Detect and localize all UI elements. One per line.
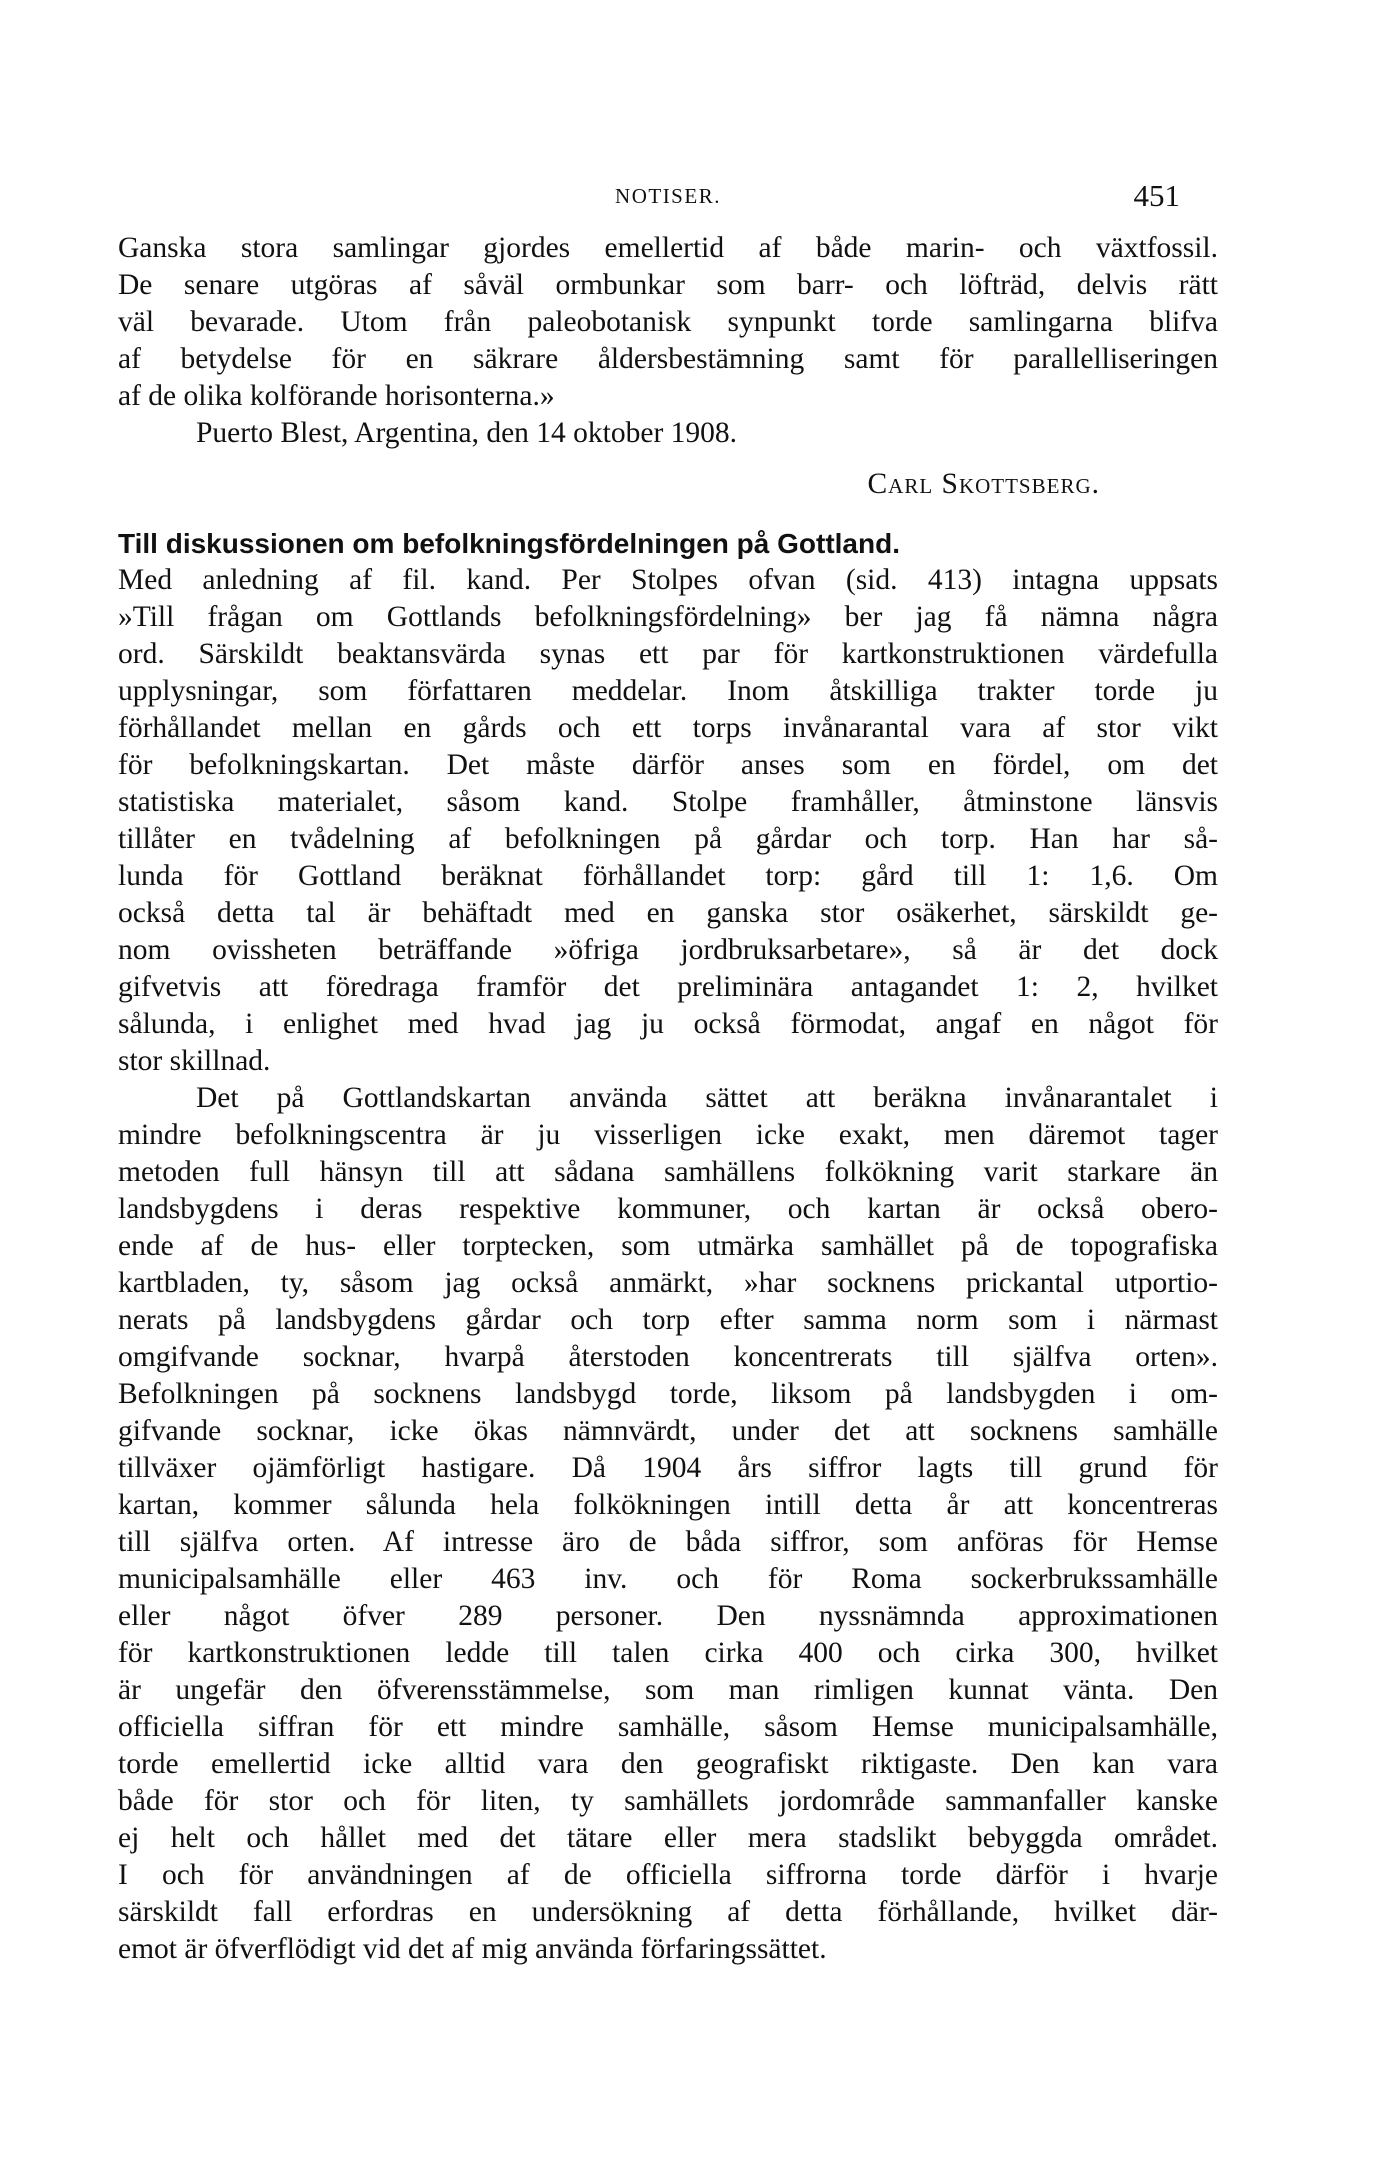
text-line: officiella siffran för ett mindre samhälle, såsom Hemse municipalsamhälle,: [118, 1711, 1218, 1743]
paragraph-1: [118, 562, 1218, 1080]
intro-paragraph: [118, 230, 1218, 415]
text-line: nom ovissheten beträffande »öfriga jordbruksarbetare», så är det dock: [118, 934, 1218, 966]
text-line: nerats på landsbygdens gårdar och torp efter samma norm som i närmast: [118, 1304, 1218, 1336]
text-line: omgifvande socknar, hvarpå återstoden koncentrerats till själfva orten».: [118, 1341, 1218, 1373]
text-line: väl bevarade. Utom från paleobotanisk synpunkt torde samlingarna blifva: [118, 306, 1218, 338]
text-line: statistiska materialet, såsom kand. Stolpe framhåller, åtminstone länsvis: [118, 786, 1218, 818]
text-line: för kartkonstruktionen ledde till talen cirka 400 och cirka 300, hvilket: [118, 1637, 1218, 1669]
text-line: tillåter en tvådelning af befolkningen på gårdar och torp. Han har så-: [118, 823, 1218, 855]
text-line: sålunda, i enlighet med hvad jag ju också förmodat, angaf en något för: [118, 1008, 1218, 1040]
text-line: Det på Gottlandskartan använda sättet att beräkna invånarantalet i: [196, 1082, 1218, 1114]
paragraph-2: [118, 1080, 1218, 1968]
text-line: landsbygdens i deras respektive kommuner, och kartan är också obero-: [118, 1193, 1218, 1225]
text-line: är ungefär den öfverensstämmelse, som man rimligen kunnat vänta. Den: [118, 1674, 1218, 1706]
text-line: mindre befolkningscentra är ju visserligen icke exakt, men däremot tager: [118, 1119, 1218, 1151]
text-line: till själfva orten. Af intresse äro de båda siffror, som anföras för Hemse: [118, 1526, 1218, 1558]
text-line: emot är öfverflödigt vid det af mig använda förfaringssättet.: [118, 1933, 827, 1965]
text-line: ej helt och hållet med det tätare eller mera stadslikt bebyggda området.: [118, 1822, 1218, 1854]
text-line: De senare utgöras af såväl ormbunkar som barr- och löfträd, delvis rätt: [118, 269, 1218, 301]
text-line: municipalsamhälle eller 463 inv. och för Roma sockerbrukssamhälle: [118, 1563, 1218, 1595]
text-line: »Till frågan om Gottlands befolkningsfördelning» ber jag få nämna några: [118, 601, 1218, 633]
text-line: tillväxer ojämförligt hastigare. Då 1904 års siffror lagts till grund för: [118, 1452, 1218, 1484]
text-line: af betydelse för en säkrare åldersbestämning samt för parallelliseringen: [118, 343, 1218, 375]
text-line: kartan, kommer sålunda hela folkökningen intill detta år att koncentreras: [118, 1489, 1218, 1521]
text-line: gifvande socknar, icke ökas nämnvärdt, under det att socknens samhälle: [118, 1415, 1218, 1447]
text-line: kartbladen, ty, såsom jag också anmärkt, »har socknens prickantal utportio-: [118, 1267, 1218, 1299]
section-heading: Till diskussionen om befolkningsfördelningen på Gottland.: [118, 528, 900, 559]
text-line: Med anledning af fil. kand. Per Stolpes ofvan (sid. 413) intagna uppsats: [118, 564, 1218, 596]
text-line: gifvetvis att föredraga framför det preliminära antagandet 1: 2, hvilket: [118, 971, 1218, 1003]
text-line: Ganska stora samlingar gjordes emellertid af både marin- och växtfossil.: [118, 232, 1218, 264]
dateline: Puerto Blest, Argentina, den 14 oktober 1908.: [196, 417, 738, 449]
text-line: I och för användningen af de officiella siffrorna torde därför i hvarje: [118, 1859, 1218, 1891]
page: [118, 178, 1218, 1968]
text-line: ende af de hus- eller torptecken, som utmärka samhället på de topografiska: [118, 1230, 1218, 1262]
page-number: 451: [1133, 178, 1180, 213]
text-line: Befolkningen på socknens landsbygd torde, liksom på landsbygden i om-: [118, 1378, 1218, 1410]
text-line: metoden full hänsyn till att sådana samhällens folkökning varit starkare än: [118, 1156, 1218, 1188]
running-head-title: NOTISER.: [615, 184, 721, 208]
signature: Carl Skottsberg.: [867, 468, 1100, 500]
text-line: af de olika kolförande horisonterna.»: [118, 380, 555, 412]
text-line: också detta tal är behäftadt med en ganska stor osäkerhet, särskildt ge-: [118, 897, 1218, 929]
text-line: torde emellertid icke alltid vara den geografiskt riktigaste. Den kan vara: [118, 1748, 1218, 1780]
text-line: ord. Särskildt beaktansvärda synas ett par för kartkonstruktionen värdefulla: [118, 638, 1218, 670]
text-line: förhållandet mellan en gårds och ett torps invånarantal vara af stor vikt: [118, 712, 1218, 744]
text-line: för befolkningskartan. Det måste därför anses som en fördel, om det: [118, 749, 1218, 781]
text-line: både för stor och för liten, ty samhällets jordområde sammanfaller kanske: [118, 1785, 1218, 1817]
text-line: särskildt fall erfordras en undersökning af detta förhållande, hvilket där-: [118, 1896, 1218, 1928]
text-line: upplysningar, som författaren meddelar. Inom åtskilliga trakter torde ju: [118, 675, 1218, 707]
running-head: [118, 178, 1218, 230]
text-line: lunda för Gottland beräknat förhållandet torp: gård till 1: 1,6. Om: [118, 860, 1218, 892]
text-line: eller något öfver 289 personer. Den nyssnämnda approximationen: [118, 1600, 1218, 1632]
text-line: stor skillnad.: [118, 1045, 271, 1077]
